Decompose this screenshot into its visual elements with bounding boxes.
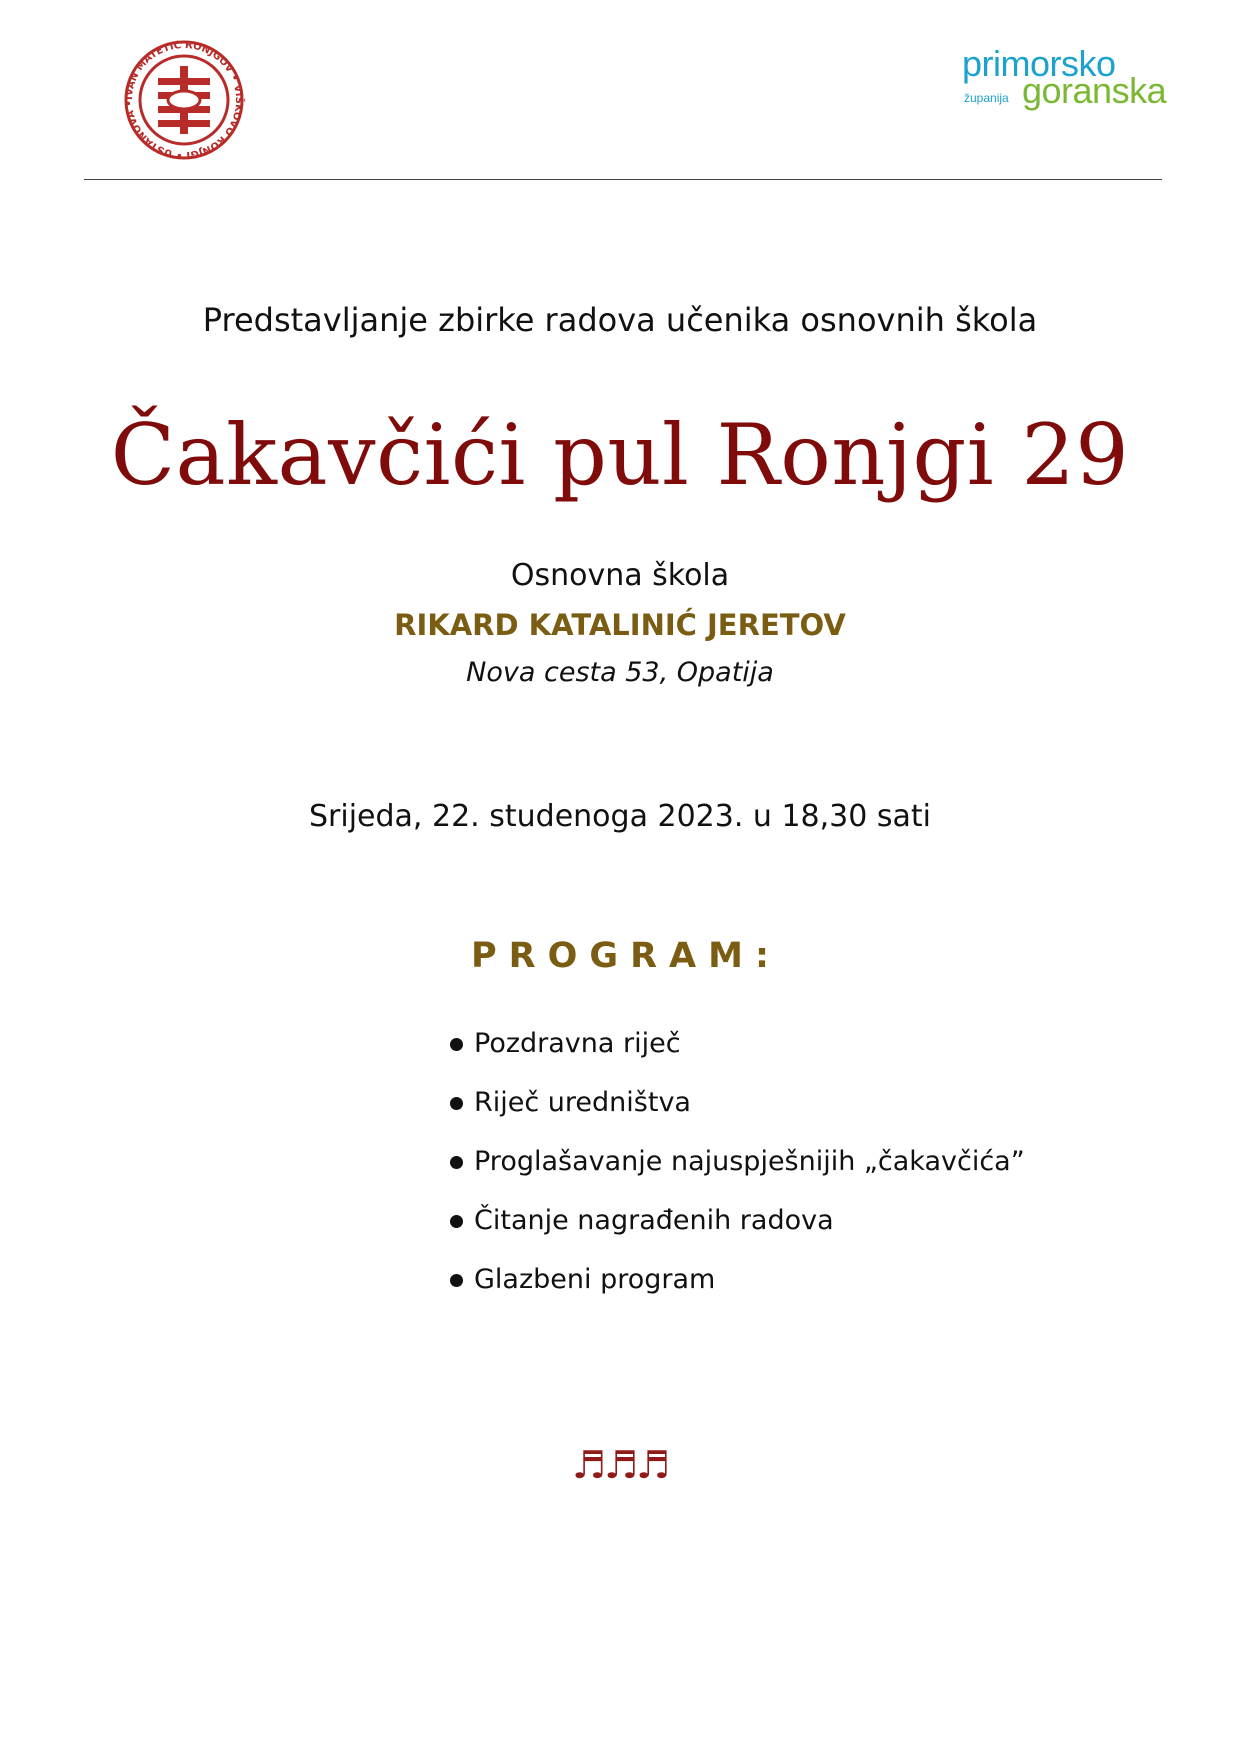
- logo-text-zupanija: županija: [964, 91, 1009, 105]
- school-address: Nova cesta 53, Opatija: [466, 657, 774, 688]
- ronjgov-logo: [118, 40, 250, 160]
- event-datetime: Srijeda, 22. studenoga 2023. u 18,30 sati: [309, 799, 931, 834]
- primorsko-goranska-logo: [962, 43, 1172, 116]
- ronjgov-emblem-icon: [118, 40, 250, 160]
- school-type: Osnovna škola: [510, 558, 730, 593]
- bullet-icon: [450, 1274, 463, 1287]
- list-item: [450, 1260, 1150, 1319]
- program-item-label: Glazbeni program: [474, 1264, 716, 1295]
- list-item: [450, 1201, 1150, 1260]
- music-notes-icon: ♬♬♬: [571, 1443, 669, 1487]
- list-item: [450, 1024, 1150, 1083]
- bullet-icon: [450, 1215, 463, 1228]
- logo-text-primorsko: primorsko: [962, 43, 1116, 84]
- logo-ring-text: IVAN MATETIĆ RONJGOV • VIŠKOVO RONJGI • USTANOVA •: [123, 40, 245, 160]
- list-item: [450, 1083, 1150, 1142]
- program-item-label: Pozdravna riječ: [474, 1028, 681, 1059]
- list-item: [450, 1142, 1150, 1201]
- header-divider: [84, 179, 1162, 180]
- program-heading: PROGRAM:: [471, 936, 781, 976]
- program-item-label: Proglašavanje najuspješnijih „čakavčića”: [474, 1146, 1025, 1177]
- logo-text-goranska: goranska: [1022, 70, 1167, 111]
- program-item-label: Čitanje nagrađenih radova: [474, 1205, 834, 1236]
- event-subtitle: Predstavljanje zbirke radova učenika osnovnih škola: [202, 301, 1038, 339]
- program-list: [450, 1024, 1150, 1319]
- event-title: Čakavčići pul Ronjgi 29: [110, 406, 1130, 504]
- bullet-icon: [450, 1097, 463, 1110]
- program-item-label: Riječ uredništva: [474, 1087, 691, 1118]
- school-name: RIKARD KATALINIĆ JERETOV: [394, 608, 846, 642]
- bullet-icon: [450, 1156, 463, 1169]
- bullet-icon: [450, 1038, 463, 1051]
